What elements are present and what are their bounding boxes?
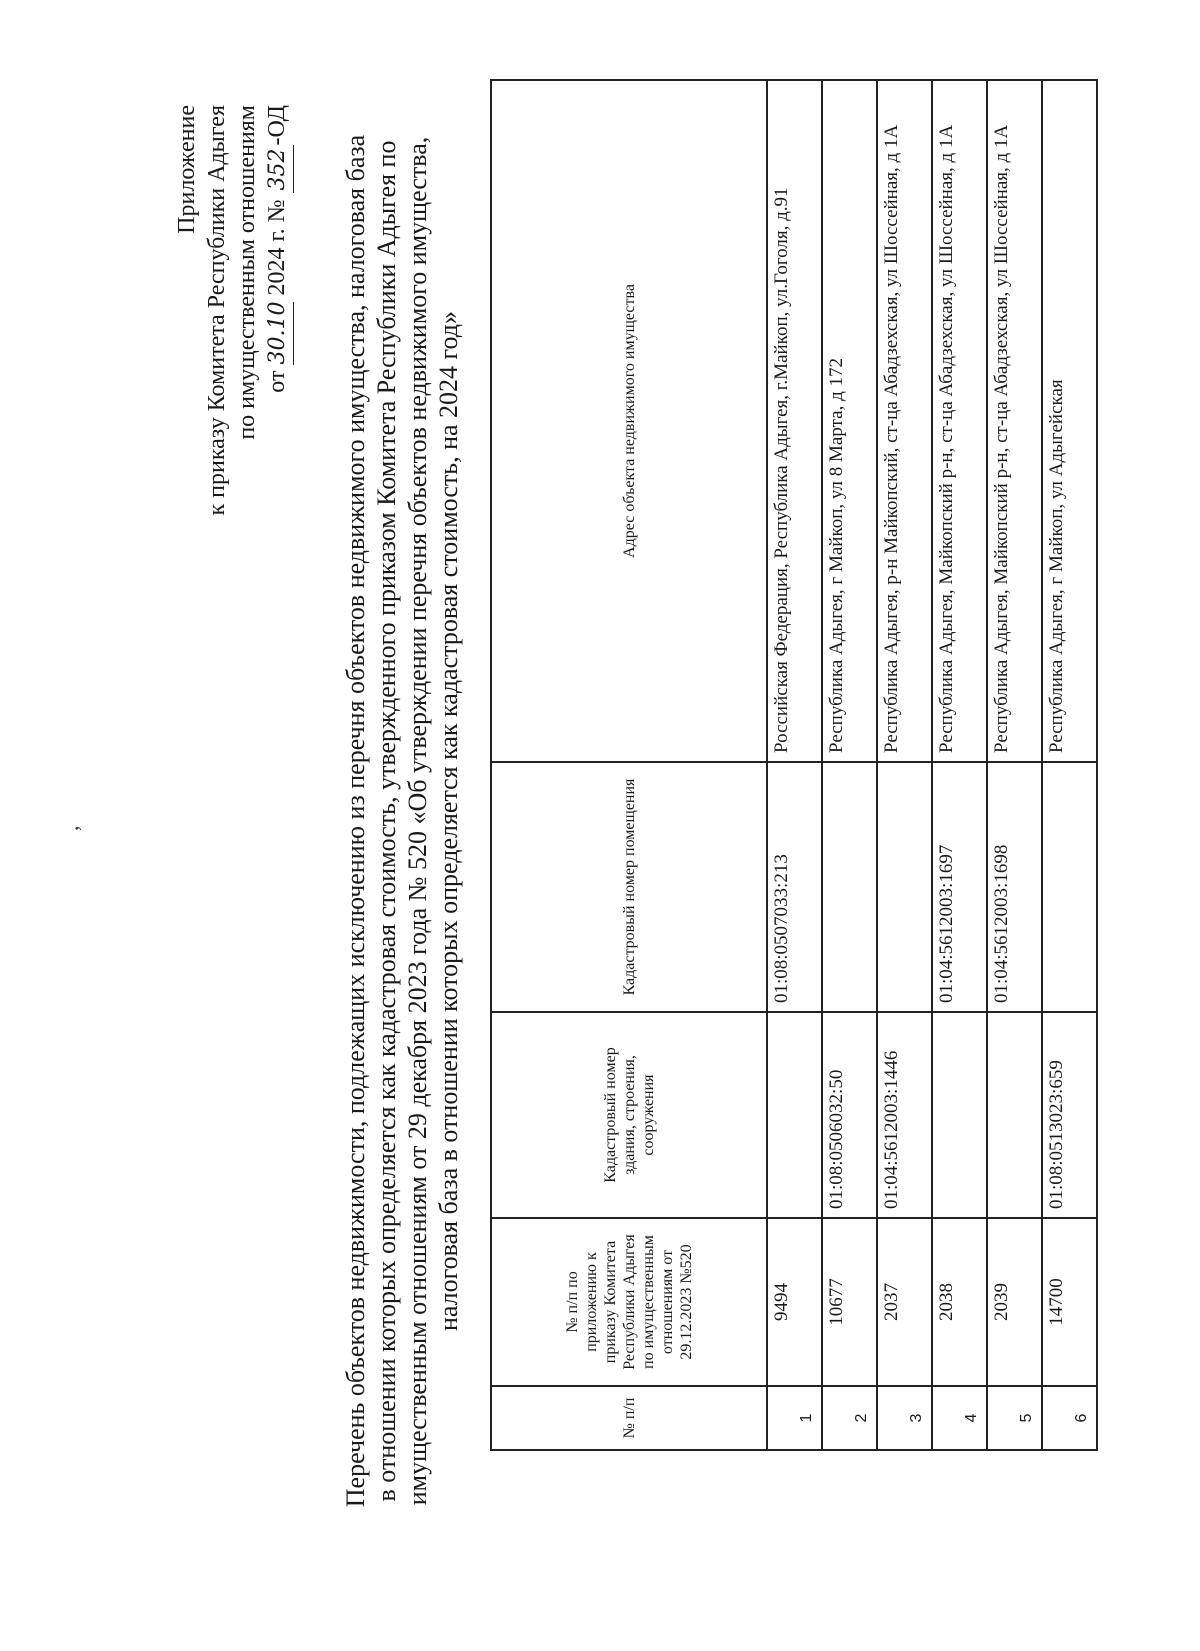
- handwritten-date: 30.10: [263, 302, 294, 365]
- cell-source-num: 10677: [822, 1218, 877, 1386]
- table-row: [767, 80, 822, 1450]
- cell-building-cadastral: 01:04:5612003:1446: [877, 1012, 932, 1218]
- appendix-header: [172, 105, 294, 516]
- cell-building-cadastral: 01:08:0513023:659: [1042, 1012, 1097, 1218]
- cell-room-cadastral: [822, 762, 877, 1012]
- cell-address: Республика Адыгея, г Майкоп, ул Адыгейская: [1042, 80, 1097, 762]
- table-row: [987, 80, 1042, 1450]
- cell-room-cadastral: 01:04:5612003:1697: [932, 762, 987, 1012]
- cell-address: Республика Адыгея, Майкопский р-н, ст-ца Абадзехская, ул Шоссейная, д 1А: [932, 80, 987, 762]
- handwritten-number: 352: [263, 146, 294, 194]
- appendix-committee-line: по имущественным отношениям: [234, 105, 260, 440]
- cell-room-cadastral: [1042, 762, 1097, 1012]
- header-num: № п/п: [491, 1386, 767, 1450]
- cell-address: Республика Адыгея, Майкопский р-н, ст-ца Абадзехская, ул Шоссейная, д 1А: [987, 80, 1042, 762]
- cell-room-cadastral: 01:04:5612003:1698: [987, 762, 1042, 1012]
- number-suffix: -ОД: [264, 105, 290, 146]
- appendix-date-line: [262, 105, 294, 516]
- cell-building-cadastral: [932, 1012, 987, 1218]
- property-table: [490, 79, 1098, 1451]
- cell-source-num: 2038: [932, 1218, 987, 1386]
- cell-building-cadastral: [987, 1012, 1042, 1218]
- appendix-order-line: к приказу Комитета Республики Адыгея: [204, 105, 230, 516]
- cell-room-cadastral: [877, 762, 932, 1012]
- cell-source-num: 14700: [1042, 1218, 1097, 1386]
- cell-source-num: 2039: [987, 1218, 1042, 1386]
- cell-num: 5: [987, 1386, 1042, 1450]
- cell-room-cadastral: 01:08:0507033:213: [767, 762, 822, 1012]
- cell-address: Республика Адыгея, р-н Майкопский, ст-ца Абадзехская, ул Шоссейная, д 1А: [877, 80, 932, 762]
- cell-address: Республика Адыгея, г Майкоп, ул 8 Марта, д 172: [822, 80, 877, 762]
- cell-source-num: 9494: [767, 1218, 822, 1386]
- table-row: [1042, 80, 1097, 1450]
- date-suffix: 2024 г. №: [264, 199, 290, 296]
- cell-building-cadastral: [767, 1012, 822, 1218]
- header-address: Адрес объекта недвижимого имущества: [491, 80, 767, 762]
- cell-source-num: 2037: [877, 1218, 932, 1386]
- header-room-cadastral: Кадастровый номер помещения: [491, 762, 767, 1012]
- scan-speck: ,: [58, 825, 83, 831]
- cell-num: 1: [767, 1386, 822, 1450]
- header-building-cadastral: Кадастровый номер здания, строения, сооружения: [491, 1012, 767, 1218]
- date-prefix: от: [264, 370, 290, 393]
- appendix-title: Приложение: [174, 105, 200, 234]
- cell-num: 4: [932, 1386, 987, 1450]
- table-row: [932, 80, 987, 1450]
- table-row: [877, 80, 932, 1450]
- cell-num: 2: [822, 1386, 877, 1450]
- cell-num: 6: [1042, 1386, 1097, 1450]
- header-source-num: № п/п по приложению к приказу Комитета Республики Адыгея по имущественным отношениям от 29.12.2023 №520: [491, 1218, 767, 1386]
- cell-address: Российская Федерация, Республика Адыгея, г.Майкоп, ул.Гоголя, д.91: [767, 80, 822, 762]
- cell-num: 3: [877, 1386, 932, 1450]
- table-header-row: [491, 80, 767, 1450]
- document-title: Перечень объектов недвижимости, подлежащих исключению из перечня объектов недвижимого имущества, налоговая база в отношении которых определяется как кадастровая стоимость, утвержденного приказом Комитета Республики Адыгея по имущественным отношениям от 29 декабря 2023 года № 520 «Об утверждении перечня объектов недвижимого имущества, налоговая база в отношении которых определяется как кадастровая стоимость, на 2024 год»: [341, 134, 463, 1508]
- table-row: [822, 80, 877, 1450]
- cell-building-cadastral: 01:08:0506032:50: [822, 1012, 877, 1218]
